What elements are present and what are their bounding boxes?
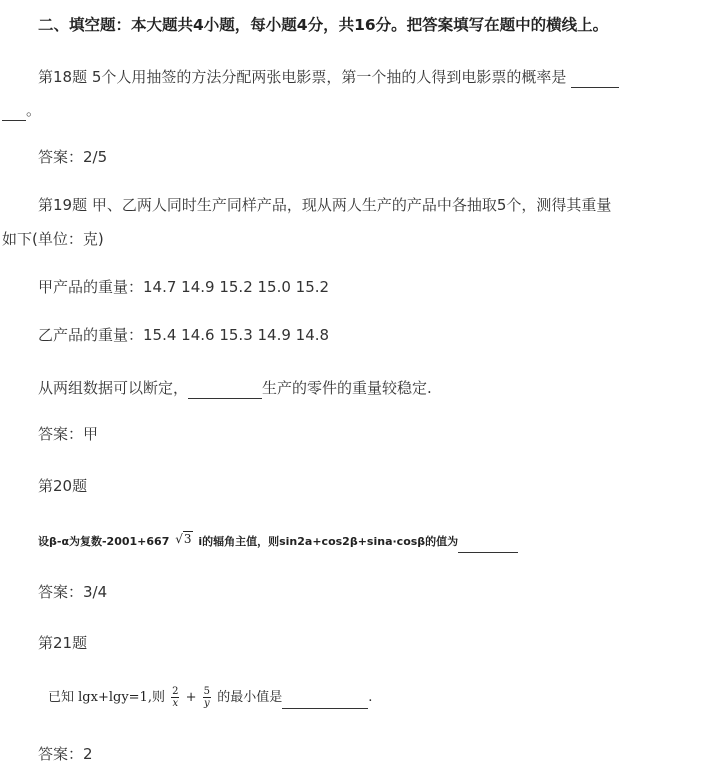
question-21-title: 第21题 [38, 634, 88, 652]
question-18-answer: 答案：2/5 [38, 148, 108, 166]
answer-blank [458, 552, 518, 553]
question-18-body: 第18题 5个人用抽签的方法分配两张电影票，第一个抽的人得到电影票的概率是 [38, 68, 567, 86]
question-20-post: i的辐角主值，则sin2a+cos2β+sina·cosβ的值为 [198, 535, 459, 548]
sqrt-expression: √3 [175, 532, 192, 546]
question-19-yi-weights: 乙产品的重量：15.4 14.6 15.3 14.9 14.8 [38, 326, 330, 344]
question-20-text [38, 528, 518, 553]
question-21-pre: 已知 lgx+lgy=1,则 [48, 690, 165, 705]
question-21-post: 的最小值是 [217, 690, 283, 705]
question-20-answer: 答案：3/4 [38, 583, 108, 601]
answer-blank-continued [2, 120, 26, 121]
question-19-ask-pre: 从两组数据可以断定， [38, 379, 189, 397]
question-19-answer: 答案：甲 [38, 425, 99, 443]
question-18-tail: 。 [26, 101, 42, 119]
sqrt-content: 3 [183, 532, 192, 546]
question-21-end: . [368, 690, 373, 705]
question-19-line-2: 如下(单位：克) [2, 230, 104, 248]
question-18-text [38, 66, 619, 88]
answer-blank [571, 87, 619, 88]
question-21-text [48, 686, 372, 709]
question-20-pre: 设β-α为复数-2001+667 [38, 535, 170, 548]
section-header: 二、填空题：本大题共4小题，每小题4分，共16分。把答案填写在题中的横线上。 [38, 16, 609, 34]
question-21-answer: 答案：2 [38, 745, 93, 763]
plus-sign: + [185, 690, 197, 705]
question-18-continued [2, 99, 41, 121]
question-19-ask [38, 377, 432, 399]
question-19-ask-post: 生产的零件的重量较稳定. [262, 379, 432, 397]
question-19-line-1: 第19题 甲、乙两人同时生产同样产品，现从两人生产的产品中各抽取5个，测得其重量 [38, 196, 612, 214]
answer-blank [282, 708, 368, 709]
fraction-5-over-y: $\frac{5}{y}$ [203, 686, 211, 709]
question-20-title: 第20题 [38, 477, 88, 495]
answer-blank [188, 398, 262, 399]
fraction-2-over-x: $\frac{2}{x}$ [172, 686, 179, 709]
question-19-jia-weights: 甲产品的重量：14.7 14.9 15.2 15.0 15.2 [38, 278, 330, 296]
